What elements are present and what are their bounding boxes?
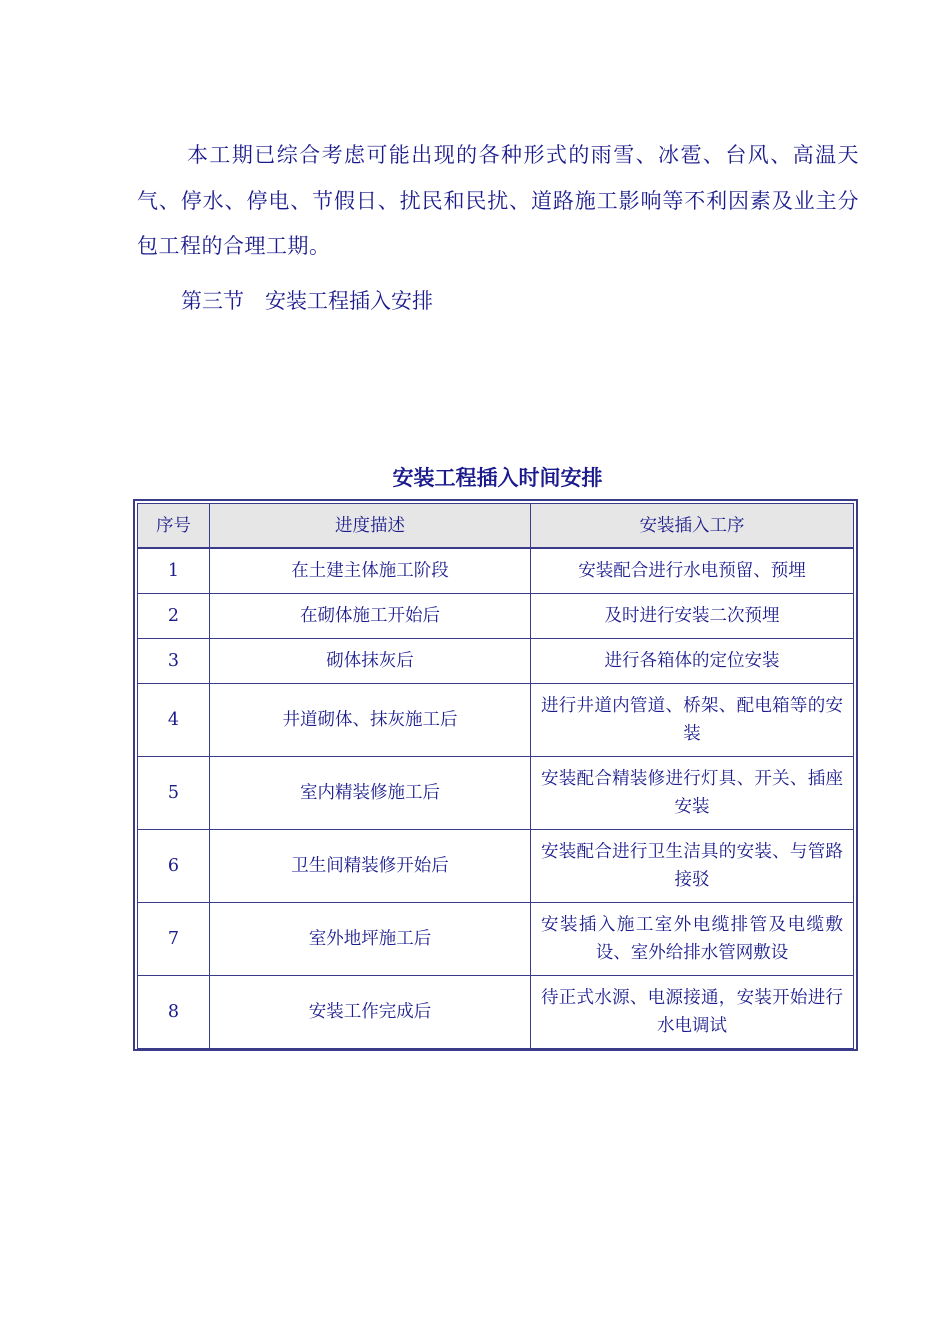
table-row [138,639,854,684]
table-row [138,830,854,903]
table-row [138,548,854,594]
row-no: 1 [138,548,210,594]
row-process: 安装插入施工室外电缆排管及电缆敷设、室外给排水管网敷设 [531,903,854,976]
row-no: 2 [138,594,210,639]
row-process: 及时进行安装二次预埋 [531,594,854,639]
row-process: 待正式水源、电源接通，安装开始进行水电调试 [531,976,854,1049]
schedule-table [133,499,858,1051]
row-stage: 室外地坪施工后 [210,903,531,976]
row-stage: 砌体抹灰后 [210,639,531,684]
row-process: 安装配合进行水电预留、预埋 [531,548,854,594]
header-no: 序号 [138,504,210,549]
row-process: 安装配合进行卫生洁具的安装、与管路接驳 [531,830,854,903]
row-no: 4 [138,684,210,757]
row-stage: 在土建主体施工阶段 [210,548,531,594]
row-no: 7 [138,903,210,976]
row-no: 6 [138,830,210,903]
header-process: 安装插入工序 [531,504,854,549]
row-stage: 安装工作完成后 [210,976,531,1049]
row-process: 安装配合精装修进行灯具、开关、插座安装 [531,757,854,830]
row-no: 3 [138,639,210,684]
table-row [138,684,854,757]
section-heading: 第三节 安装工程插入安排 [181,289,433,313]
table-row [138,903,854,976]
row-process: 进行各箱体的定位安装 [531,639,854,684]
table-header-row [138,504,854,549]
body-paragraph: 本工期已综合考虑可能出现的各种形式的雨雪、冰雹、台风、高温天气、停水、停电、节假日、扰民和民扰、道路施工影响等不利因素及业主分包工程的合理工期。 [137,143,859,258]
row-stage: 井道砌体、抹灰施工后 [210,684,531,757]
row-no: 8 [138,976,210,1049]
table-row [138,757,854,830]
table-row [138,976,854,1049]
header-stage: 进度描述 [210,504,531,549]
table-row [138,594,854,639]
row-no: 5 [138,757,210,830]
row-stage: 在砌体施工开始后 [210,594,531,639]
row-stage: 卫生间精装修开始后 [210,830,531,903]
row-process: 进行井道内管道、桥架、配电箱等的安装 [531,684,854,757]
table-title: 安装工程插入时间安排 [392,466,603,490]
row-stage: 室内精装修施工后 [210,757,531,830]
